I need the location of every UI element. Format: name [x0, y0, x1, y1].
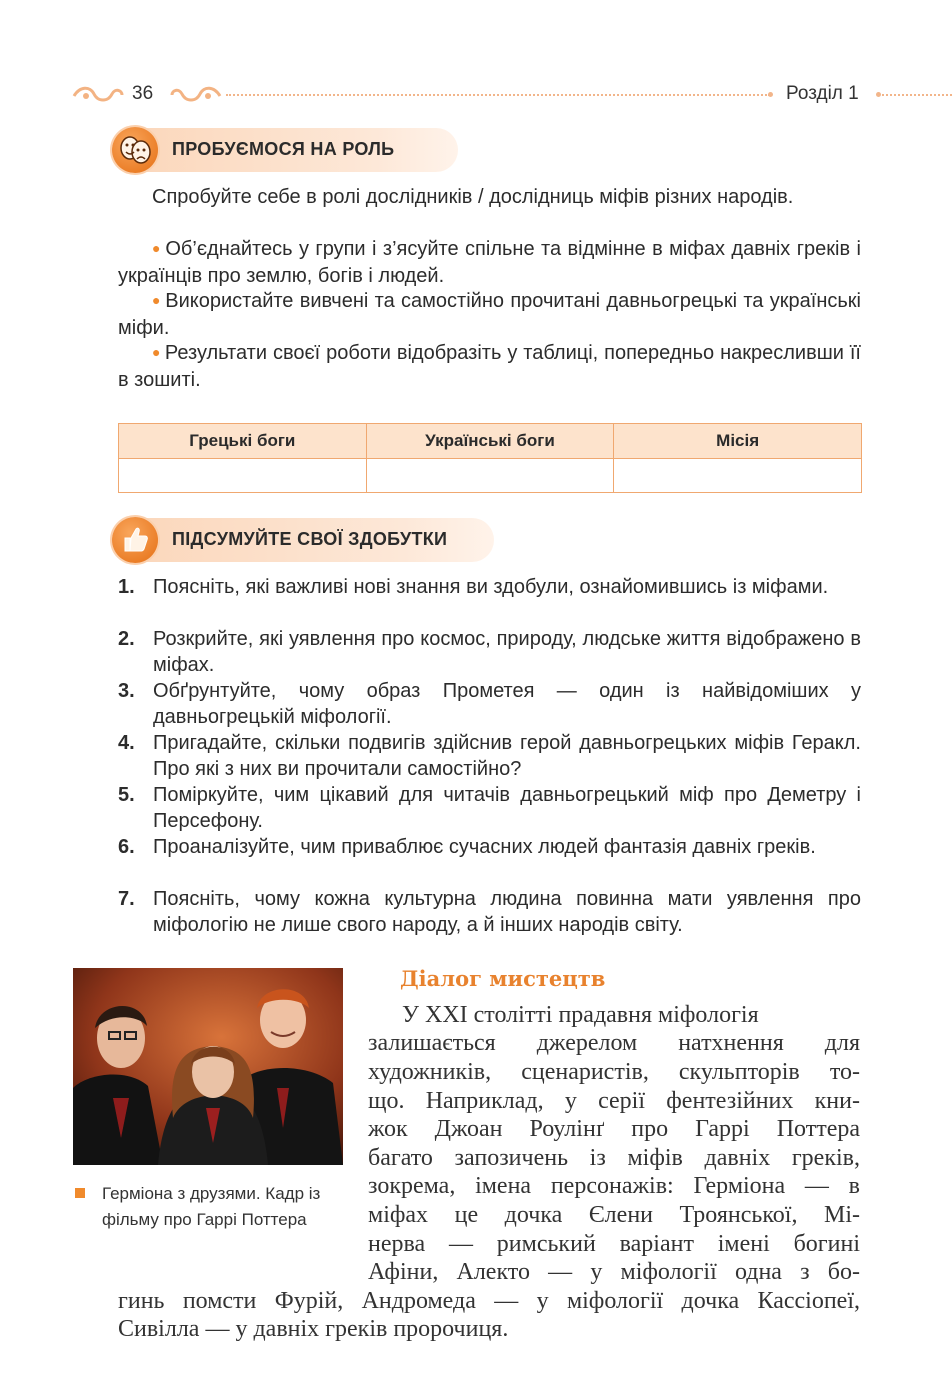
table-cell: [366, 459, 614, 493]
header-divider: [226, 94, 770, 96]
gods-table: [118, 423, 862, 493]
role-bullet-text: Результати своєї роботи відобразіть у таблиці, попередньо накресливши її в зошиті.: [118, 342, 861, 391]
dialog-line: залишається джерелом натхнення для: [368, 1030, 860, 1056]
question-item: [118, 678, 861, 730]
dialog-line: Сивілла — у давніх греків пророчиця.: [118, 1316, 509, 1342]
question-text: Поміркуйте, чим цікавий для читачів давньогрецький міф про Деметру і Персефону.: [153, 784, 861, 832]
role-intro: [118, 184, 861, 210]
dialog-line: жок Джоан Роулінґ про Гаррі Поттера: [368, 1116, 860, 1142]
question-number: 3.: [118, 680, 135, 702]
table-header-row: [119, 424, 862, 459]
table-row: [119, 459, 862, 493]
dialog-title: Діалог мистецтв: [400, 966, 606, 991]
question-item: [118, 574, 861, 600]
question-text: Розкрийте, які уявлення про космос, природу, людське життя відображено в міфах.: [153, 628, 861, 676]
page-number: 36: [132, 83, 154, 104]
role-bullet-text: Використайте вивчені та самостійно прочитані давньогрецькі та українські міфи.: [118, 290, 861, 339]
role-intro-text: Спробуйте себе в ролі дослідників / дослідниць міфів різних народів.: [152, 186, 794, 208]
section-label: Розділ 1: [786, 83, 859, 104]
role-bullet-3: [118, 340, 861, 393]
bullet-icon: ●: [152, 292, 162, 308]
figure-caption: Герміона з друзями. Кадр із фільму про Гаррі Поттера: [102, 1184, 321, 1229]
dialog-line: гинь помсти Фурій, Андромеда — у міфології дочка Кассіопеї,: [118, 1288, 860, 1314]
table-header-greek: Грецькі боги: [119, 424, 367, 459]
role-bullet-1: [118, 236, 861, 289]
question-item: [118, 730, 861, 782]
question-text: Обґрунтуйте, чому образ Прометея — один із найвідоміших у давньогрецькій міфології.: [153, 680, 861, 728]
question-number: 4.: [118, 732, 135, 754]
dialog-line: зокрема, імена персонажів: Герміона — в: [368, 1173, 860, 1199]
question-item: [118, 782, 861, 834]
table-cell: [614, 459, 862, 493]
dialog-line: Афіни, Алекто — у міфології одна з бо-: [368, 1259, 860, 1285]
question-number: 2.: [118, 628, 135, 650]
right-ornament-icon: [170, 84, 222, 106]
dialog-line: багато запозичень із міфів давніх греків,: [368, 1145, 860, 1171]
dialog-line: що. Наприклад, у серії фентезійних кни-: [368, 1088, 860, 1114]
question-number: 5.: [118, 784, 135, 806]
bullet-icon: ●: [152, 344, 161, 360]
question-number: 7.: [118, 888, 135, 910]
bullet-icon: ●: [152, 240, 162, 256]
table-header-ukrainian: Українські боги: [366, 424, 614, 459]
question-text: Проаналізуйте, чим приваблює сучасних людей фантазія давніх греків.: [153, 836, 816, 858]
dialog-line: міфах це дочка Єлени Троянської, Мі-: [368, 1202, 860, 1228]
question-item: [118, 626, 861, 678]
header-divider-right: [878, 94, 952, 96]
table-header-mission: Місія: [614, 424, 862, 459]
question-number: 6.: [118, 836, 135, 858]
table-cell: [119, 459, 367, 493]
summary-section-title: ПІДСУМУЙТЕ СВОЇ ЗДОБУТКИ: [172, 529, 448, 549]
question-text: Поясніть, які важливі нові знання ви здобули, ознайомившись із міфами.: [153, 576, 829, 598]
theatre-masks-icon: [112, 127, 158, 173]
question-text: Пригадайте, скільки подвигів здійснив герой давньогрецьких міфів Геракл. Про які з них ви прочитали самостійно?: [153, 732, 861, 780]
harry-potter-still-image: [73, 968, 343, 1165]
question-text: Поясніть, чому кожна культурна людина повинна мати уявлення про міфологію не лише свого народу, а й інших народів світу.: [153, 888, 861, 936]
dialog-line: У XXI столітті прадавня міфологія: [402, 1002, 759, 1028]
question-item: [118, 834, 861, 860]
dialog-line: художників, сценаристів, скульпторів то-: [368, 1059, 860, 1085]
question-number: 1.: [118, 576, 135, 598]
role-bullet-2: [118, 288, 861, 341]
role-bullet-text: Об’єднайтесь у групи і з’ясуйте спільне та відмінне в міфах давніх греків і українців про землю, богів і людей.: [118, 238, 861, 287]
question-item: [118, 886, 861, 938]
thumbs-up-icon: [112, 517, 158, 563]
header-dot: [768, 92, 773, 97]
role-section-title: ПРОБУЄМОСЯ НА РОЛЬ: [172, 139, 395, 159]
caption-marker-icon: [75, 1188, 85, 1198]
dialog-line: нерва — римський варіант імені богині: [368, 1231, 860, 1257]
left-ornament-icon: [72, 84, 124, 106]
